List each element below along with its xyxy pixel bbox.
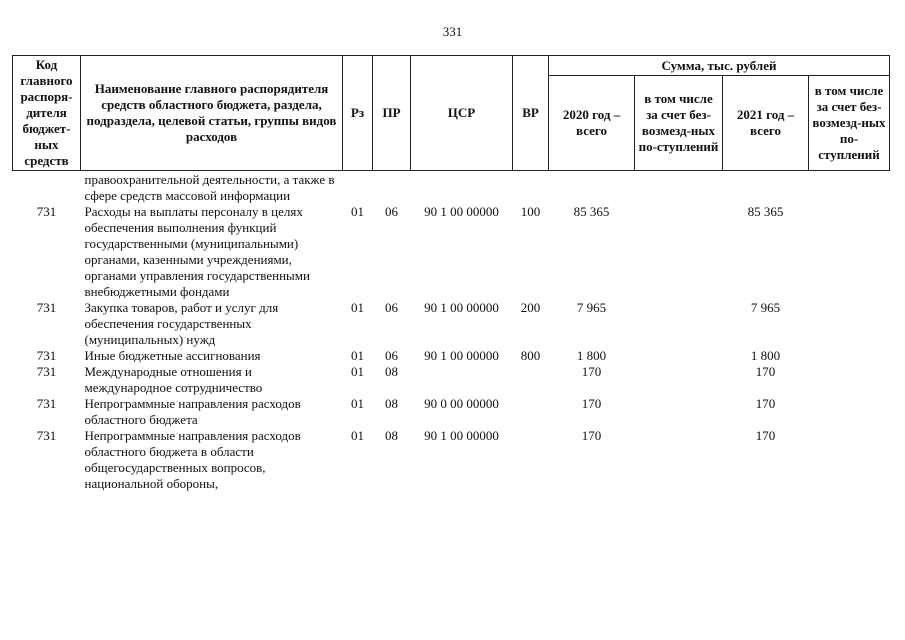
cell-2020-free xyxy=(635,300,723,348)
cell-rz: 01 xyxy=(351,204,364,219)
cell-pr xyxy=(373,171,411,205)
cell-rz: 01 xyxy=(351,364,364,379)
cell-vr xyxy=(513,364,549,396)
cell-code xyxy=(13,171,81,205)
cell-pr: 06 xyxy=(385,300,398,315)
cell-2021-total: 7 965 xyxy=(750,300,781,315)
cell-2021-free xyxy=(809,204,890,300)
cell-csr: 90 1 00 00000 xyxy=(424,348,499,363)
table-row xyxy=(13,348,890,364)
table-row xyxy=(13,300,890,348)
cell-name: Иные бюджетные ассигнования xyxy=(84,348,261,363)
header-2021-total: 2021 год – всего xyxy=(723,76,809,171)
cell-2020-free xyxy=(635,204,723,300)
header-name: Наименование главного распорядителя средств областного бюджета, раздела, подраздела, целевой статьи, группы видов расходов xyxy=(81,56,343,171)
table-row xyxy=(13,396,890,428)
cell-pr: 08 xyxy=(385,428,398,443)
cell-2021-total: 170 xyxy=(755,428,776,443)
cell-code: 731 xyxy=(36,348,57,363)
cell-csr xyxy=(411,364,513,396)
cell-2020-free xyxy=(635,396,723,428)
table-row xyxy=(13,171,890,205)
cell-2021-free xyxy=(809,348,890,364)
cell-csr: 90 1 00 00000 xyxy=(424,428,499,443)
cell-2020-total xyxy=(549,171,635,205)
cell-2020-free xyxy=(635,348,723,364)
cell-rz: 01 xyxy=(351,300,364,315)
cell-vr: 800 xyxy=(520,348,541,363)
cell-name: Расходы на выплаты персоналу в целях обеспечения выполнения функций государственными (муниципальными) органами, казенными учреждениями, органами управления государственными внебюджетными фондами xyxy=(84,204,310,299)
table-row xyxy=(13,204,890,300)
cell-2021-free xyxy=(809,428,890,492)
cell-2020-total: 170 xyxy=(581,396,602,411)
table-row xyxy=(13,428,890,492)
cell-pr: 06 xyxy=(385,348,398,363)
cell-vr xyxy=(513,428,549,492)
cell-2021-total: 170 xyxy=(755,364,776,379)
cell-pr: 08 xyxy=(385,364,398,379)
header-vr: ВР xyxy=(513,56,549,171)
table-row xyxy=(13,364,890,396)
cell-pr: 08 xyxy=(385,396,398,411)
header-2020-total: 2020 год – всего xyxy=(549,76,635,171)
budget-table xyxy=(12,55,890,492)
cell-csr xyxy=(411,171,513,205)
cell-vr: 200 xyxy=(520,300,541,315)
cell-2020-total: 170 xyxy=(581,428,602,443)
header-2021-free: в том числе за счет без-возмезд-ных по-ступлений xyxy=(809,76,890,171)
cell-2020-total: 1 800 xyxy=(576,348,607,363)
header-rz: Рз xyxy=(343,56,373,171)
cell-code: 731 xyxy=(36,396,57,411)
cell-vr: 100 xyxy=(520,204,541,219)
cell-code: 731 xyxy=(36,428,57,443)
cell-vr xyxy=(513,171,549,205)
header-code: Код главного распоря-дителя бюджет-ных средств xyxy=(13,56,81,171)
cell-name: Непрограммные направления расходов областного бюджета в области общегосударственных вопросов, национальной обороны, xyxy=(84,428,301,491)
cell-2020-total: 85 365 xyxy=(573,204,610,219)
cell-code: 731 xyxy=(36,204,57,219)
cell-csr: 90 0 00 00000 xyxy=(424,396,499,411)
page-number: 331 xyxy=(442,24,463,39)
cell-2021-total: 85 365 xyxy=(747,204,784,219)
cell-2021-total xyxy=(723,171,809,205)
header-sum: Сумма, тыс. рублей xyxy=(549,56,890,76)
cell-2020-free xyxy=(635,428,723,492)
cell-rz: 01 xyxy=(351,428,364,443)
cell-2020-free xyxy=(635,171,723,205)
cell-2020-total: 170 xyxy=(581,364,602,379)
cell-2021-free xyxy=(809,171,890,205)
cell-code: 731 xyxy=(36,300,57,315)
cell-rz: 01 xyxy=(351,396,364,411)
cell-name: Непрограммные направления расходов областного бюджета xyxy=(84,396,301,427)
header-csr: ЦСР xyxy=(411,56,513,171)
cell-2021-free xyxy=(809,396,890,428)
cell-2021-free xyxy=(809,300,890,348)
cell-name: Международные отношения и международное сотрудничество xyxy=(84,364,263,395)
cell-rz xyxy=(343,171,373,205)
cell-2021-total: 170 xyxy=(755,396,776,411)
cell-code: 731 xyxy=(36,364,57,379)
cell-2020-free xyxy=(635,364,723,396)
header-pr: ПР xyxy=(373,56,411,171)
cell-name: правоохранительной деятельности, а также в сфере средств массовой информации xyxy=(84,172,335,203)
cell-vr xyxy=(513,396,549,428)
cell-rz: 01 xyxy=(351,348,364,363)
cell-name: Закупка товаров, работ и услуг для обеспечения государственных (муниципальных) нужд xyxy=(84,300,279,347)
cell-2020-total: 7 965 xyxy=(576,300,607,315)
cell-csr: 90 1 00 00000 xyxy=(424,300,499,315)
cell-csr: 90 1 00 00000 xyxy=(424,204,499,219)
cell-pr: 06 xyxy=(385,204,398,219)
header-2020-free: в том числе за счет без-возмезд-ных по-ступлений xyxy=(635,76,723,171)
cell-2021-free xyxy=(809,364,890,396)
cell-2021-total: 1 800 xyxy=(750,348,781,363)
